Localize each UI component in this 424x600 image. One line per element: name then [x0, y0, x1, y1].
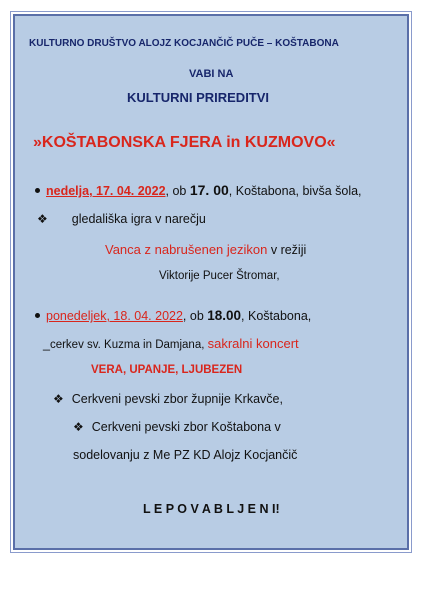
event1-at: , ob [165, 184, 190, 198]
event1-title-line [105, 242, 306, 257]
four-diamond-bullet-icon: ❖ [53, 392, 64, 406]
event1-play-title: Vanca z nabrušenen jezikon [105, 242, 268, 257]
four-diamond-bullet-icon: ❖ [73, 420, 84, 434]
event1-director: Viktorije Pucer Štromar, [159, 270, 280, 282]
choir-name-2: Cerkveni pevski zbor Koštabona v [91, 420, 281, 434]
event2-at: , ob [182, 309, 208, 323]
event1-activity-line [37, 212, 206, 226]
event2-concert: sakralni koncert [207, 336, 299, 351]
event1-director-prefix: v režiji [267, 243, 307, 257]
event2-date-line [35, 308, 311, 323]
event2-date: ponedeljek, 18. 04. 2022 [46, 309, 183, 323]
four-diamond-bullet-icon: ❖ [37, 212, 48, 226]
event2-time: 18.00 [207, 308, 242, 323]
event2-concert-title: VERA, UPANJE, LJUBEZEN [91, 364, 243, 376]
event1-date: nedelja, 17. 04. 2022 [46, 184, 166, 198]
choir-item-1 [53, 392, 283, 406]
event1-place: , Koštabona, bivša šola, [228, 184, 362, 198]
cooperation-line: sodelovanju z Me PZ KD Alojz Kocjančič [73, 448, 298, 462]
event1-activity: gledališka igra v narečju [71, 212, 206, 226]
choir-item-2 [73, 420, 281, 434]
society-name: KULTURNO DRUŠTVO ALOJZ KOCJANČIČ PUČE – KOŠTABONA [29, 38, 339, 49]
event2-church-line [43, 336, 299, 351]
event-type-heading: KULTURNI PRIREDITVI [127, 90, 270, 105]
event-name-title: »KOŠTABONSKA FJERA in KUZMOVO« [33, 134, 336, 151]
event1-date-line [35, 182, 362, 198]
event2-church-prefix: _ [43, 337, 50, 351]
choir-name-1: Cerkveni pevski zbor župnije Krkavče, [71, 392, 283, 406]
event2-church: cerkev sv. Kuzma in Damjana, [49, 339, 208, 351]
round-bullet-icon [35, 188, 40, 193]
welcome-footer: L E P O V A B L J E N I! [143, 502, 280, 516]
invitation-poster [13, 14, 409, 550]
event1-time: 17. 00 [189, 182, 229, 198]
invites-label: VABI NA [189, 68, 234, 80]
round-bullet-icon [35, 313, 40, 318]
event2-place: , Koštabona, [241, 309, 312, 323]
